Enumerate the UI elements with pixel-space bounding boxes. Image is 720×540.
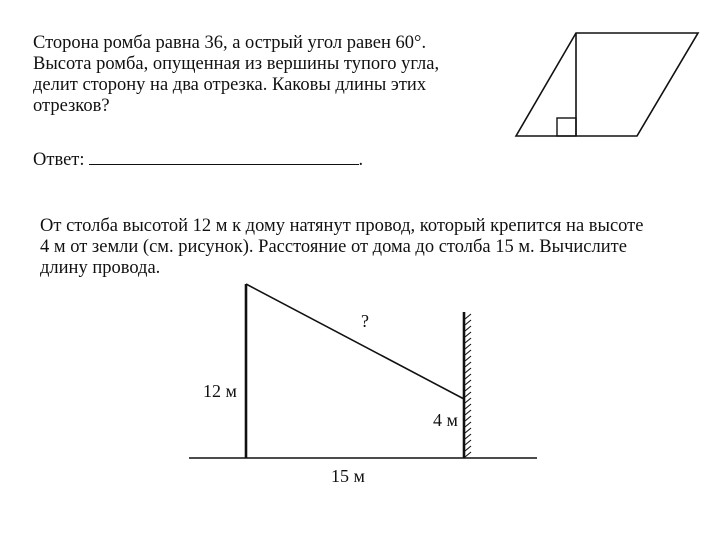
problem-1-line: делит сторону на два отрезка. Каковы длины этих: [33, 75, 427, 95]
distance-label: 15 м: [331, 466, 365, 486]
hatch-tick: [465, 446, 471, 451]
hatch-tick: [465, 314, 471, 319]
hatch-tick: [465, 398, 471, 403]
hatch-tick: [465, 452, 471, 457]
problem-2-line: 4 м от земли (см. рисунок). Расстояние от дома до столба 15 м. Вычислите: [40, 237, 627, 257]
pole-height-label: 12 м: [203, 381, 237, 401]
problem-1-line: Высота ромба, опущенная из вершины тупого угла,: [33, 54, 440, 74]
wire: [246, 284, 464, 399]
problem-1-line: Сторона ромба равна 36, а острый угол равен 60°.: [33, 33, 427, 53]
hatch-tick: [465, 404, 471, 409]
hatch-tick: [465, 428, 471, 433]
hatch-tick: [465, 356, 471, 361]
house-height-label: 4 м: [433, 410, 458, 430]
hatch-tick: [465, 410, 471, 415]
house-wall-hatching: [465, 314, 471, 457]
problem-1-line: отрезков?: [33, 96, 110, 116]
hatch-tick: [465, 374, 471, 379]
wire-label: ?: [361, 311, 369, 331]
hatch-tick: [465, 422, 471, 427]
hatch-tick: [465, 434, 471, 439]
hatch-tick: [465, 416, 471, 421]
problem-2-line: длину провода.: [40, 258, 161, 278]
hatch-tick: [465, 350, 471, 355]
hatch-tick: [465, 338, 471, 343]
answer-end: .: [358, 150, 364, 170]
hatch-tick: [465, 332, 471, 337]
hatch-tick: [465, 320, 471, 325]
hatch-tick: [465, 380, 471, 385]
answer-label: Ответ:: [33, 150, 85, 170]
hatch-tick: [465, 368, 471, 373]
hatch-tick: [465, 440, 471, 445]
hatch-tick: [465, 344, 471, 349]
hatch-tick: [465, 362, 471, 367]
hatch-tick: [465, 392, 471, 397]
hatch-tick: [465, 386, 471, 391]
hatch-tick: [465, 326, 471, 331]
problem-2-line: От столба высотой 12 м к дому натянут провод, который крепится на высоте: [40, 216, 644, 236]
